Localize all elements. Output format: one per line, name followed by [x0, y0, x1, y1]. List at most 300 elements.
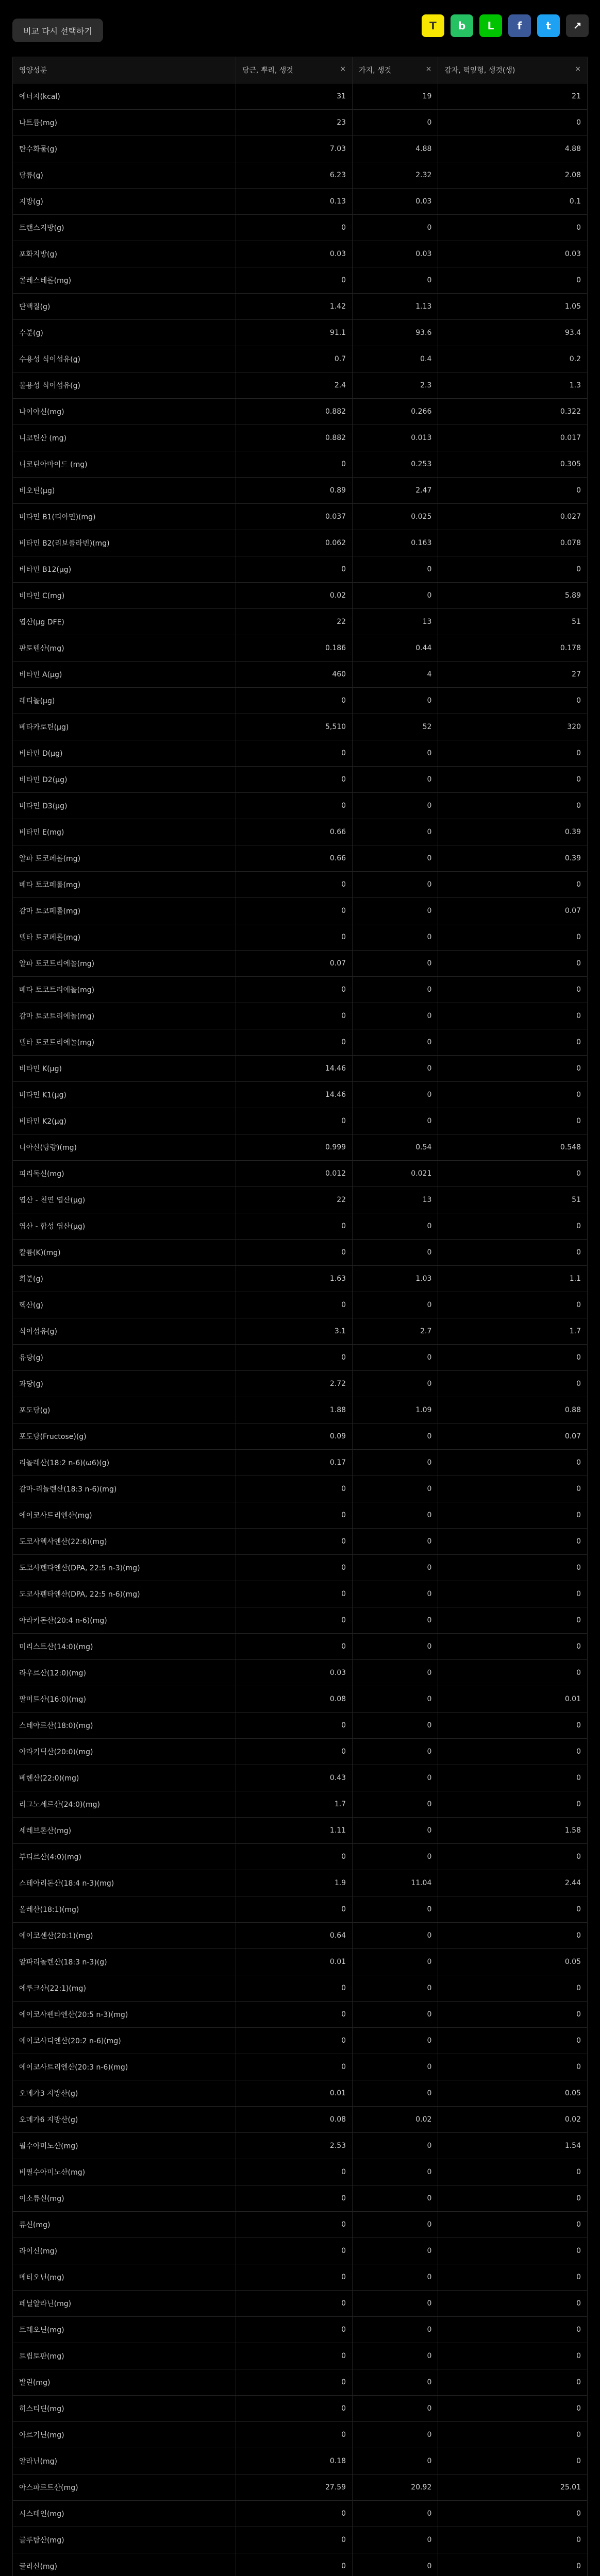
nutrient-value: 0 — [438, 556, 588, 583]
nutrient-name: 트립토판(mg) — [13, 2343, 236, 2369]
nutrient-value: 0.882 — [236, 399, 352, 425]
nutrient-value: 0 — [353, 740, 438, 767]
table-row — [13, 1739, 588, 1765]
nutrient-value: 0 — [438, 1765, 588, 1791]
nutrient-value: 1.88 — [236, 1397, 352, 1423]
nutrient-value: 0 — [353, 2553, 438, 2576]
nutrient-value: 93.4 — [438, 320, 588, 346]
nutrient-value: 1.03 — [353, 1266, 438, 1292]
nutrient-value: 0 — [353, 1660, 438, 1686]
table-row — [13, 1029, 588, 1056]
table-row — [13, 1713, 588, 1739]
nutrient-value: 0 — [236, 898, 352, 924]
nutrient-name: 세레브론산(mg) — [13, 1818, 236, 1844]
nutrient-value: 0 — [353, 267, 438, 294]
nutrient-value: 0.186 — [236, 635, 352, 662]
nutrient-value: 2.72 — [236, 1371, 352, 1397]
nutrient-value: 0 — [236, 1345, 352, 1371]
nutrient-name: 에이코사트리엔산(20:3 n-6)(mg) — [13, 2054, 236, 2080]
table-row — [13, 399, 588, 425]
remove-food-3-button[interactable]: × — [575, 65, 581, 73]
nutrient-value: 0 — [353, 2185, 438, 2212]
nutrient-value: 0 — [438, 1450, 588, 1476]
nutrient-value: 0.178 — [438, 635, 588, 662]
nutrient-value: 14.46 — [236, 1082, 352, 1108]
nutrient-value: 0.01 — [236, 1949, 352, 1975]
table-row — [13, 1476, 588, 1502]
nutrient-value: 51 — [438, 609, 588, 635]
nutrient-value: 0 — [438, 1923, 588, 1949]
nutrient-value: 0 — [353, 2238, 438, 2264]
nutrient-value: 0 — [438, 2501, 588, 2527]
nutrient-value: 0.1 — [438, 189, 588, 215]
nutrient-name: 탄수화물(g) — [13, 136, 236, 162]
nutrient-name: 비타민 C(mg) — [13, 583, 236, 609]
nutrient-value: 1.09 — [353, 1397, 438, 1423]
nutrient-value: 0 — [353, 1949, 438, 1975]
nutrient-name: 메티오닌(mg) — [13, 2264, 236, 2291]
link-icon[interactable]: ↗ — [566, 14, 589, 37]
header-food-1 — [236, 57, 352, 83]
nutrient-value: 0.39 — [438, 819, 588, 845]
table-row — [13, 1896, 588, 1923]
nutrient-value: 0 — [353, 1371, 438, 1397]
table-row — [13, 372, 588, 399]
nutrient-value: 0 — [438, 110, 588, 136]
nutrient-name: 에이코센산(20:1)(mg) — [13, 1923, 236, 1949]
nutrient-value: 0 — [438, 2291, 588, 2317]
table-row — [13, 110, 588, 136]
nutrient-value: 0 — [236, 2159, 352, 2185]
nutrient-name: 비타민 K2(μg) — [13, 1108, 236, 1134]
nutrient-value: 1.9 — [236, 1870, 352, 1896]
nutrient-name: 에이코사트리엔산(mg) — [13, 1502, 236, 1529]
line-icon[interactable]: L — [479, 14, 502, 37]
nutrient-value: 0 — [438, 1529, 588, 1555]
nutrient-value: 0.025 — [353, 504, 438, 530]
table-row — [13, 2212, 588, 2238]
nutrient-value: 0 — [236, 1029, 352, 1056]
nutrient-value: 0 — [438, 2527, 588, 2553]
nutrient-value: 0.078 — [438, 530, 588, 556]
nutrient-value: 31 — [236, 83, 352, 110]
table-row — [13, 2291, 588, 2317]
nutrient-value: 0 — [353, 583, 438, 609]
table-row — [13, 556, 588, 583]
nutrient-value: 0 — [236, 977, 352, 1003]
nutrient-value: 0 — [353, 1713, 438, 1739]
table-row — [13, 2527, 588, 2553]
nutrient-value: 4.88 — [353, 136, 438, 162]
nutrient-name: 미리스트산(14:0)(mg) — [13, 1634, 236, 1660]
nutrient-value: 1.58 — [438, 1818, 588, 1844]
header-food-2 — [353, 57, 438, 83]
nutrient-value: 0.4 — [353, 346, 438, 372]
nutrient-value: 0 — [353, 215, 438, 241]
nutrient-value: 25.01 — [438, 2475, 588, 2501]
nutrient-value: 0 — [353, 1765, 438, 1791]
nutrient-value: 0 — [438, 1240, 588, 1266]
table-row — [13, 1371, 588, 1397]
nutrient-name: 단백질(g) — [13, 294, 236, 320]
nutrient-value: 0 — [438, 2212, 588, 2238]
nutrient-name: 피리독신(mg) — [13, 1161, 236, 1187]
nutrient-value: 0 — [438, 1607, 588, 1634]
nutrient-value: 0 — [236, 2238, 352, 2264]
table-row — [13, 767, 588, 793]
table-row — [13, 2238, 588, 2264]
nutrient-value: 0.54 — [353, 1134, 438, 1161]
nutrient-value: 0 — [438, 2343, 588, 2369]
nutrient-value: 0.05 — [438, 1949, 588, 1975]
nutrient-value: 0 — [236, 688, 352, 714]
nutrient-value: 0.02 — [353, 2107, 438, 2133]
header-food-1-label: 당근, 뿌리, 생것 — [242, 66, 293, 75]
table-row — [13, 136, 588, 162]
nutrient-value: 0.013 — [353, 425, 438, 451]
nutrient-value: 22 — [236, 609, 352, 635]
nutrient-value: 1.3 — [438, 372, 588, 399]
table-row — [13, 267, 588, 294]
table-row — [13, 1634, 588, 1660]
nutrient-value: 1.42 — [236, 294, 352, 320]
nutrient-value: 52 — [353, 714, 438, 740]
nutrient-value: 0.02 — [438, 2107, 588, 2133]
table-row — [13, 1187, 588, 1213]
nutrient-value: 0.07 — [438, 1423, 588, 1450]
table-row — [13, 819, 588, 845]
table-row — [13, 83, 588, 110]
nutrient-value: 0 — [353, 977, 438, 1003]
nutrient-value: 0 — [353, 845, 438, 872]
nutrient-value: 0 — [236, 2369, 352, 2396]
nutrient-value: 2.3 — [353, 372, 438, 399]
nutrient-value: 0.43 — [236, 1765, 352, 1791]
nutrient-value: 0.01 — [438, 1686, 588, 1713]
table-row — [13, 530, 588, 556]
nutrient-name: 감마-리놀렌산(18:3 n-6)(mg) — [13, 1476, 236, 1502]
nutrient-value: 0.89 — [236, 478, 352, 504]
nutrient-value: 0 — [236, 2212, 352, 2238]
nutrient-value: 0.07 — [438, 898, 588, 924]
nutrient-name: 엽산(μg DFE) — [13, 609, 236, 635]
nutrient-value: 0 — [353, 1240, 438, 1266]
table-row — [13, 1423, 588, 1450]
nutrient-name: 나이아신(mg) — [13, 399, 236, 425]
nutrient-value: 27 — [438, 662, 588, 688]
nutrient-name: 비타민 D3(μg) — [13, 793, 236, 819]
nutrient-value: 2.7 — [353, 1318, 438, 1345]
nutrient-name: 발린(mg) — [13, 2369, 236, 2396]
nutrient-value: 0 — [438, 2553, 588, 2576]
nutrient-value: 0 — [236, 1003, 352, 1029]
table-header — [13, 57, 588, 83]
facebook-icon[interactable]: f — [508, 14, 531, 37]
nutrient-value: 0 — [438, 1502, 588, 1529]
nutrient-name: 아라키돈산(20:4 n-6)(mg) — [13, 1607, 236, 1634]
header-food-3-label: 감자, 떡잎형, 생것(생) — [444, 66, 515, 75]
header-food-3 — [438, 57, 588, 83]
nutrient-value: 0 — [236, 1240, 352, 1266]
nutrient-value: 0 — [236, 215, 352, 241]
nutrient-name: 비필수아미노산(mg) — [13, 2159, 236, 2185]
nutrient-value: 0 — [353, 872, 438, 898]
nutrient-value: 0.88 — [438, 1397, 588, 1423]
nutrient-value: 0 — [438, 1660, 588, 1686]
table-row — [13, 635, 588, 662]
nutrient-value: 0 — [353, 1686, 438, 1713]
nutrient-value: 0 — [438, 215, 588, 241]
table-row — [13, 609, 588, 635]
nutrient-value: 0 — [236, 556, 352, 583]
nutrient-value: 0 — [353, 2291, 438, 2317]
nutrient-value: 0 — [353, 951, 438, 977]
talk-icon[interactable]: T — [422, 14, 444, 37]
table-row — [13, 425, 588, 451]
nutrient-value: 1.7 — [236, 1791, 352, 1818]
table-row — [13, 1450, 588, 1476]
nutrient-name: 비타민 K(μg) — [13, 1056, 236, 1082]
nutrient-value: 0.08 — [236, 2107, 352, 2133]
nutrient-value: 0 — [438, 1029, 588, 1056]
nutrient-value: 0 — [438, 1975, 588, 2002]
nutrient-value: 0.017 — [438, 425, 588, 451]
table-row — [13, 1791, 588, 1818]
nutrient-value: 0 — [438, 1108, 588, 1134]
table-row — [13, 2553, 588, 2576]
nutrient-value: 2.53 — [236, 2133, 352, 2159]
nutrient-value: 14.46 — [236, 1056, 352, 1082]
nutrient-value: 2.08 — [438, 162, 588, 189]
nutrient-value: 4.88 — [438, 136, 588, 162]
nutrient-name: 페닐알라닌(mg) — [13, 2291, 236, 2317]
nutrient-name: 베타카로틴(μg) — [13, 714, 236, 740]
nutrient-value: 0 — [438, 2422, 588, 2448]
nutrient-name: 에너지(kcal) — [13, 83, 236, 110]
table-row — [13, 1555, 588, 1581]
nutrient-name: 수용성 식이섬유(g) — [13, 346, 236, 372]
nutrient-value: 460 — [236, 662, 352, 688]
nutrient-value: 0 — [236, 2501, 352, 2527]
nutrient-name: 비타민 D(μg) — [13, 740, 236, 767]
table-row — [13, 451, 588, 478]
table-row — [13, 2133, 588, 2159]
nutrient-value: 0 — [438, 1082, 588, 1108]
table-row — [13, 1213, 588, 1240]
table-row — [13, 1292, 588, 1318]
nutrient-value: 0 — [236, 1502, 352, 1529]
table-row — [13, 1318, 588, 1345]
table-row — [13, 215, 588, 241]
nutrient-value: 0.037 — [236, 504, 352, 530]
nutrient-value: 0.05 — [438, 2080, 588, 2107]
nutrient-value: 0 — [353, 898, 438, 924]
nutrient-name: 헥산(g) — [13, 1292, 236, 1318]
nutrient-value: 0.012 — [236, 1161, 352, 1187]
nutrient-value: 0 — [353, 1423, 438, 1450]
nutrient-value: 0 — [353, 1923, 438, 1949]
nutrient-value: 0 — [353, 2264, 438, 2291]
nutrient-value: 0 — [353, 1791, 438, 1818]
nutrient-value: 0 — [353, 2028, 438, 2054]
nutrient-value: 0.17 — [236, 1450, 352, 1476]
nutrient-value: 0 — [438, 1555, 588, 1581]
nutrient-name: 비타민 K1(μg) — [13, 1082, 236, 1108]
nutrient-value: 0 — [353, 2159, 438, 2185]
nutrient-name: 레티놀(μg) — [13, 688, 236, 714]
nutrient-value: 0 — [438, 2448, 588, 2475]
nutrient-name: 도코사헥사엔산(22:6)(mg) — [13, 1529, 236, 1555]
table-row — [13, 1660, 588, 1686]
nutrient-value: 0 — [438, 2396, 588, 2422]
nutrient-value: 0.08 — [236, 1686, 352, 1713]
nutrient-value: 0 — [236, 2002, 352, 2028]
table-row — [13, 1345, 588, 1371]
band-icon[interactable]: b — [451, 14, 473, 37]
nutrient-value: 0 — [353, 2422, 438, 2448]
nutrient-value: 0.44 — [353, 635, 438, 662]
nutrient-value: 0 — [438, 767, 588, 793]
nutrient-value: 0 — [353, 1108, 438, 1134]
nutrient-value: 0.322 — [438, 399, 588, 425]
nutrient-name: 이소류신(mg) — [13, 2185, 236, 2212]
comparison-table — [12, 57, 588, 2576]
nutrient-value: 0 — [236, 1213, 352, 1240]
nutrient-value: 0 — [438, 2238, 588, 2264]
nutrient-name: 트레오닌(mg) — [13, 2317, 236, 2343]
nutrient-value: 0.266 — [353, 399, 438, 425]
nutrient-value: 0.021 — [353, 1161, 438, 1187]
nutrient-name: 니코틴산 (mg) — [13, 425, 236, 451]
reselect-button[interactable]: 비교 다시 선택하기 — [12, 19, 103, 42]
nutrient-value: 2.4 — [236, 372, 352, 399]
nutrient-value: 27.59 — [236, 2475, 352, 2501]
nutrient-value: 0.39 — [438, 845, 588, 872]
nutrient-value: 0 — [353, 1555, 438, 1581]
nutrient-name: 비오틴(μg) — [13, 478, 236, 504]
nutrient-value: 93.6 — [353, 320, 438, 346]
nutrient-name: 엽산 - 합성 엽산(μg) — [13, 1213, 236, 1240]
nutrient-value: 0 — [353, 793, 438, 819]
nutrient-value: 0 — [353, 2343, 438, 2369]
table-row — [13, 951, 588, 977]
nutrient-value: 0 — [353, 110, 438, 136]
nutrient-name: 포도당(Fructose)(g) — [13, 1423, 236, 1450]
nutrient-value: 0 — [438, 688, 588, 714]
nutrient-value: 0 — [438, 2264, 588, 2291]
table-row — [13, 162, 588, 189]
nutrient-value: 0 — [438, 1371, 588, 1397]
remove-food-2-button[interactable]: × — [425, 65, 432, 73]
nutrient-value: 0 — [236, 1634, 352, 1660]
nutrient-value: 0 — [236, 1529, 352, 1555]
table-row — [13, 1082, 588, 1108]
nutrient-value: 0.2 — [438, 346, 588, 372]
nutrient-value: 21 — [438, 83, 588, 110]
nutrient-name: 시스테인(mg) — [13, 2501, 236, 2527]
nutrient-value: 4 — [353, 662, 438, 688]
nutrient-value: 0 — [438, 977, 588, 1003]
table-row — [13, 2422, 588, 2448]
nutrient-value: 0 — [236, 2527, 352, 2553]
nutrient-value: 0.03 — [236, 241, 352, 267]
nutrient-value: 1.54 — [438, 2133, 588, 2159]
nutrient-name: 아스파르트산(mg) — [13, 2475, 236, 2501]
nutrient-name: 과당(g) — [13, 1371, 236, 1397]
table-row — [13, 2028, 588, 2054]
nutrient-value: 0 — [353, 1896, 438, 1923]
nutrient-value: 0 — [236, 2343, 352, 2369]
nutrient-value: 0 — [353, 2080, 438, 2107]
nutrient-value: 6.23 — [236, 162, 352, 189]
nutrient-value: 0 — [438, 1345, 588, 1371]
twitter-icon[interactable]: t — [537, 14, 560, 37]
nutrient-value: 0 — [438, 1581, 588, 1607]
nutrient-value: 13 — [353, 609, 438, 635]
nutrient-value: 0.03 — [438, 241, 588, 267]
nutrient-value: 5,510 — [236, 714, 352, 740]
table-row — [13, 1765, 588, 1791]
table-row — [13, 346, 588, 372]
nutrient-value: 0.253 — [353, 451, 438, 478]
nutrient-value: 0 — [353, 2501, 438, 2527]
table-row — [13, 2369, 588, 2396]
table-row — [13, 2185, 588, 2212]
nutrient-name: 라우르산(12:0)(mg) — [13, 1660, 236, 1686]
nutrient-name: 베타 토코페롤(mg) — [13, 872, 236, 898]
nutrient-value: 0.01 — [236, 2080, 352, 2107]
nutrient-value: 0 — [438, 1844, 588, 1870]
nutrient-name: 콜레스테롤(mg) — [13, 267, 236, 294]
remove-food-1-button[interactable]: × — [340, 65, 346, 73]
nutrient-value: 0 — [353, 1581, 438, 1607]
nutrient-value: 0 — [236, 2553, 352, 2576]
nutrient-value: 0 — [353, 2054, 438, 2080]
table-row — [13, 294, 588, 320]
nutrient-value: 0 — [353, 1529, 438, 1555]
table-row — [13, 1502, 588, 1529]
table-row — [13, 1818, 588, 1844]
header-nutrient: 영양성분 — [13, 57, 236, 83]
nutrient-value: 0 — [353, 2002, 438, 2028]
nutrient-value: 0 — [236, 2264, 352, 2291]
nutrient-value: 0 — [236, 793, 352, 819]
nutrient-value: 0 — [236, 1555, 352, 1581]
table-row — [13, 2475, 588, 2501]
nutrient-name: 지방(g) — [13, 189, 236, 215]
nutrient-value: 0 — [438, 1476, 588, 1502]
table-row — [13, 1844, 588, 1870]
nutrient-value: 0 — [353, 767, 438, 793]
nutrient-value: 0.03 — [353, 241, 438, 267]
nutrient-value: 22 — [236, 1187, 352, 1213]
nutrient-value: 0 — [438, 1056, 588, 1082]
nutrient-name: 비타민 D2(μg) — [13, 767, 236, 793]
nutrient-name: 스테아리돈산(18:4 n-3)(mg) — [13, 1870, 236, 1896]
nutrient-name: 비타민 A(μg) — [13, 662, 236, 688]
nutrient-value: 0.7 — [236, 346, 352, 372]
nutrient-name: 비타민 B12(μg) — [13, 556, 236, 583]
nutrient-value: 1.1 — [438, 1266, 588, 1292]
table-row — [13, 2159, 588, 2185]
nutrient-value: 2.32 — [353, 162, 438, 189]
table-row — [13, 714, 588, 740]
table-row — [13, 898, 588, 924]
nutrient-value: 0.999 — [236, 1134, 352, 1161]
nutrient-value: 0 — [236, 451, 352, 478]
nutrient-value: 0.13 — [236, 189, 352, 215]
nutrient-value: 0 — [236, 872, 352, 898]
